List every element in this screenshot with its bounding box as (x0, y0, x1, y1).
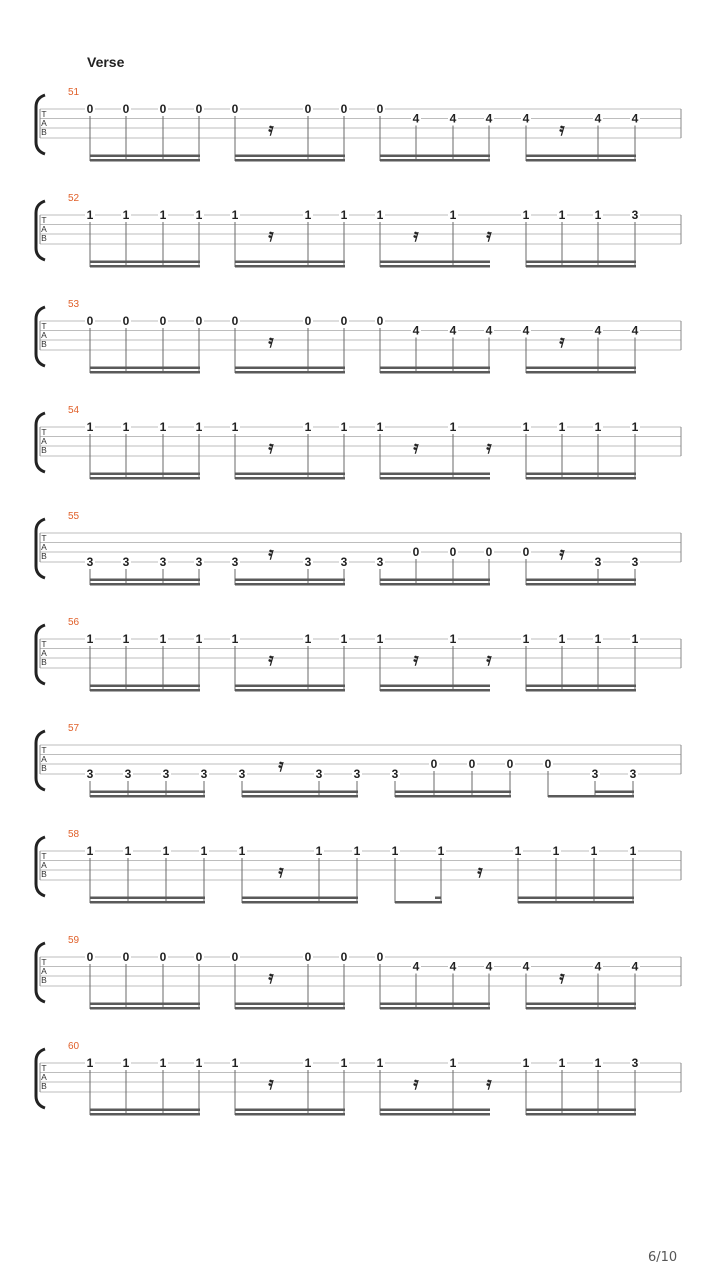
sixteenth-rest: 𝄿 (268, 226, 274, 246)
fret-number: 4 (412, 111, 420, 126)
measure-number: 56 (68, 617, 80, 628)
beam (526, 155, 636, 158)
beam (395, 795, 511, 798)
fret-number: 1 (122, 208, 130, 222)
fret-number: 0 (376, 102, 384, 116)
fret-number: 1 (353, 844, 361, 858)
beam (242, 901, 358, 904)
beam (380, 685, 490, 688)
fret-number: 1 (86, 208, 94, 222)
beam (380, 689, 490, 692)
fret-number: 3 (376, 555, 384, 569)
beam (380, 477, 490, 480)
beam (235, 1113, 345, 1116)
beam (380, 371, 490, 374)
sixteenth-rest: 𝄿 (486, 438, 492, 458)
fret-number: 0 (376, 314, 384, 328)
fret-number: 3 (159, 555, 167, 569)
fret-number: 1 (195, 632, 203, 646)
system (36, 829, 681, 904)
beam (90, 791, 205, 794)
beam (235, 1003, 345, 1006)
fret-number: 4 (594, 323, 602, 338)
fret-number: 4 (522, 323, 530, 338)
fret-number: 0 (340, 102, 348, 116)
beam (90, 159, 200, 162)
tab-clef-letter: A (41, 1072, 47, 1082)
fret-number: 1 (437, 844, 445, 858)
fret-number: 1 (376, 1056, 384, 1070)
fret-number: 0 (304, 950, 312, 964)
fret-number: 3 (231, 555, 239, 569)
fret-number: 1 (195, 208, 203, 222)
sixteenth-rest: 𝄿 (486, 650, 492, 670)
fret-number: 0 (340, 314, 348, 328)
fret-number: 1 (315, 844, 323, 858)
beam (526, 261, 636, 264)
tab-clef-letter: B (41, 1081, 47, 1091)
system (36, 1041, 681, 1116)
fret-number: 1 (558, 632, 566, 646)
fret-number: 3 (304, 555, 312, 569)
fret-number: 0 (159, 102, 167, 116)
sixteenth-rest: 𝄿 (559, 120, 565, 140)
fret-number: 1 (449, 208, 457, 222)
tab-clef-letter: T (41, 851, 47, 861)
fret-number: 1 (304, 208, 312, 222)
fret-number: 1 (159, 208, 167, 222)
fret-number: 3 (195, 555, 203, 569)
fret-number: 1 (340, 208, 348, 222)
sixteenth-rest: 𝄿 (268, 968, 274, 988)
fret-number: 4 (631, 323, 639, 338)
measure-number: 53 (68, 299, 80, 310)
sixteenth-rest: 𝄿 (268, 120, 274, 140)
fret-number: 1 (376, 420, 384, 434)
fret-number: 1 (195, 1056, 203, 1070)
beam (380, 265, 490, 268)
fret-number: 4 (631, 959, 639, 974)
beam (90, 1113, 200, 1116)
fret-number: 3 (391, 767, 399, 781)
tab-clef-letter: A (41, 224, 47, 234)
fret-number: 3 (86, 767, 94, 781)
beam (90, 1003, 200, 1006)
fret-number: 4 (449, 323, 457, 338)
fret-number: 0 (412, 545, 420, 559)
fret-number: 1 (522, 420, 530, 434)
fret-number: 1 (159, 632, 167, 646)
fret-number: 0 (449, 545, 457, 559)
fret-number: 1 (340, 1056, 348, 1070)
sixteenth-rest: 𝄿 (268, 332, 274, 352)
fret-number: 3 (631, 208, 639, 222)
fret-number: 1 (231, 632, 239, 646)
fret-number: 3 (200, 767, 208, 781)
fret-number: 1 (514, 844, 522, 858)
beam (380, 261, 490, 264)
sixteenth-rest: 𝄿 (477, 862, 483, 882)
tab-clef-letter: B (41, 657, 47, 667)
beam (595, 791, 634, 794)
beam (90, 897, 205, 900)
fret-number: 3 (631, 555, 639, 569)
measure-number: 52 (68, 193, 80, 204)
fret-number: 0 (522, 545, 530, 559)
sixteenth-rest: 𝄿 (413, 226, 419, 246)
beam (395, 901, 442, 904)
system (36, 87, 681, 162)
beam (526, 1003, 636, 1006)
beam (235, 583, 345, 586)
beam (526, 265, 636, 268)
beam (380, 1113, 490, 1116)
beam (380, 473, 490, 476)
tab-clef-letter: A (41, 754, 47, 764)
fret-number: 0 (485, 545, 493, 559)
beam (90, 1007, 200, 1010)
fret-number: 4 (485, 111, 493, 126)
fret-number: 1 (558, 1056, 566, 1070)
fret-number: 1 (594, 420, 602, 434)
fret-number: 0 (122, 950, 130, 964)
partial-beam (435, 897, 441, 900)
fret-number: 1 (122, 1056, 130, 1070)
beam (526, 473, 636, 476)
fret-number: 1 (86, 844, 94, 858)
sixteenth-rest: 𝄿 (486, 226, 492, 246)
fret-number: 1 (391, 844, 399, 858)
beam (242, 795, 358, 798)
beam (90, 685, 200, 688)
fret-number: 1 (195, 420, 203, 434)
fret-number: 1 (340, 632, 348, 646)
fret-number: 1 (304, 1056, 312, 1070)
beam (235, 685, 345, 688)
measure-number: 55 (68, 511, 80, 522)
fret-number: 1 (552, 844, 560, 858)
fret-number: 0 (195, 314, 203, 328)
fret-number: 0 (468, 757, 476, 771)
beam (235, 473, 345, 476)
fret-number: 0 (231, 102, 239, 116)
tab-clef-letter: T (41, 215, 47, 225)
fret-number: 1 (231, 1056, 239, 1070)
beam (526, 371, 636, 374)
fret-number: 1 (159, 420, 167, 434)
beam (526, 685, 636, 688)
fret-number: 3 (340, 555, 348, 569)
beam (235, 477, 345, 480)
beam (90, 795, 205, 798)
tab-clef-letter: A (41, 436, 47, 446)
tab-clef-letter: T (41, 321, 47, 331)
beam (90, 477, 200, 480)
fret-number: 4 (485, 959, 493, 974)
beam (518, 897, 634, 900)
beam (90, 901, 205, 904)
tab-clef-letter: T (41, 109, 47, 119)
fret-number: 1 (231, 420, 239, 434)
fret-number: 4 (522, 959, 530, 974)
beam (526, 579, 636, 582)
fret-number: 4 (449, 111, 457, 126)
tab-clef-letter: T (41, 957, 47, 967)
sixteenth-rest: 𝄿 (268, 1074, 274, 1094)
tab-clef-letter: T (41, 427, 47, 437)
sixteenth-rest: 𝄿 (278, 756, 284, 776)
beam (235, 1109, 345, 1112)
beam (548, 795, 634, 798)
fret-number: 3 (86, 555, 94, 569)
section-label: Verse (87, 54, 125, 70)
measure-number: 57 (68, 723, 80, 734)
fret-number: 1 (449, 420, 457, 434)
beam (380, 155, 490, 158)
fret-number: 1 (238, 844, 246, 858)
beam (235, 689, 345, 692)
beam (235, 265, 345, 268)
beam (380, 1007, 490, 1010)
fret-number: 1 (522, 208, 530, 222)
fret-number: 1 (86, 632, 94, 646)
measure-number: 51 (68, 87, 80, 98)
fret-number: 1 (449, 632, 457, 646)
fret-number: 4 (594, 959, 602, 974)
beam (235, 261, 345, 264)
fret-number: 1 (162, 844, 170, 858)
fret-number: 1 (159, 1056, 167, 1070)
sixteenth-rest: 𝄿 (278, 862, 284, 882)
tab-clef-letter: B (41, 127, 47, 137)
beam (526, 367, 636, 370)
sixteenth-rest: 𝄿 (486, 1074, 492, 1094)
tab-clef-letter: B (41, 763, 47, 773)
tab-clef-letter: B (41, 551, 47, 561)
tab-clef-letter: T (41, 639, 47, 649)
fret-number: 0 (376, 950, 384, 964)
page-number: 6/10 (648, 1250, 678, 1265)
measure-number: 60 (68, 1041, 80, 1052)
fret-number: 1 (122, 632, 130, 646)
tab-clef-letter: B (41, 869, 47, 879)
fret-number: 4 (485, 323, 493, 338)
fret-number: 0 (86, 314, 94, 328)
fret-number: 1 (522, 632, 530, 646)
beam (90, 473, 200, 476)
tab-clef-letter: B (41, 339, 47, 349)
tab-clef-letter: A (41, 330, 47, 340)
system (36, 511, 681, 586)
fret-number: 0 (195, 950, 203, 964)
beam (90, 367, 200, 370)
beam (90, 155, 200, 158)
beam (235, 159, 345, 162)
tab-clef-letter: A (41, 966, 47, 976)
beam (380, 583, 490, 586)
beam (235, 367, 345, 370)
beam (90, 583, 200, 586)
fret-number: 1 (558, 208, 566, 222)
fret-number: 0 (159, 314, 167, 328)
fret-number: 3 (353, 767, 361, 781)
system (36, 193, 681, 268)
beam (526, 1007, 636, 1010)
fret-number: 0 (340, 950, 348, 964)
sixteenth-rest: 𝄿 (559, 544, 565, 564)
fret-number: 1 (594, 632, 602, 646)
fret-number: 1 (590, 844, 598, 858)
fret-number: 0 (159, 950, 167, 964)
fret-number: 3 (315, 767, 323, 781)
beam (242, 791, 358, 794)
fret-number: 3 (238, 767, 246, 781)
fret-number: 1 (376, 632, 384, 646)
beam (380, 1003, 490, 1006)
fret-number: 1 (124, 844, 132, 858)
beam (90, 265, 200, 268)
fret-number: 1 (376, 208, 384, 222)
tab-clef-letter: T (41, 533, 47, 543)
fret-number: 1 (122, 420, 130, 434)
sixteenth-rest: 𝄿 (413, 1074, 419, 1094)
tab-clef-letter: A (41, 860, 47, 870)
tab-clef-letter: B (41, 233, 47, 243)
fret-number: 3 (162, 767, 170, 781)
fret-number: 0 (231, 950, 239, 964)
measure-number: 59 (68, 935, 80, 946)
fret-number: 0 (506, 757, 514, 771)
fret-number: 0 (122, 102, 130, 116)
beam (380, 367, 490, 370)
fret-number: 0 (195, 102, 203, 116)
beam (526, 689, 636, 692)
system (36, 299, 681, 374)
beam (90, 261, 200, 264)
fret-number: 0 (122, 314, 130, 328)
fret-number: 0 (304, 314, 312, 328)
fret-number: 4 (631, 111, 639, 126)
tab-clef-letter: A (41, 542, 47, 552)
tab-clef-letter: A (41, 118, 47, 128)
sixteenth-rest: 𝄿 (413, 650, 419, 670)
beam (90, 579, 200, 582)
fret-number: 4 (412, 323, 420, 338)
fret-number: 1 (558, 420, 566, 434)
fret-number: 4 (412, 959, 420, 974)
beam (90, 1109, 200, 1112)
fret-number: 3 (629, 767, 637, 781)
beam (526, 159, 636, 162)
tab-clef-letter: T (41, 745, 47, 755)
fret-number: 1 (594, 1056, 602, 1070)
beam (395, 791, 511, 794)
beam (526, 583, 636, 586)
fret-number: 1 (304, 420, 312, 434)
tab-clef-letter: A (41, 648, 47, 658)
fret-number: 0 (86, 950, 94, 964)
fret-number: 0 (304, 102, 312, 116)
fret-number: 4 (594, 111, 602, 126)
sixteenth-rest: 𝄿 (559, 968, 565, 988)
system (36, 935, 681, 1010)
beam (380, 579, 490, 582)
beam (526, 477, 636, 480)
fret-number: 1 (200, 844, 208, 858)
measure-number: 54 (68, 405, 80, 416)
fret-number: 3 (594, 555, 602, 569)
beam (380, 159, 490, 162)
system (36, 723, 681, 798)
beam (380, 1109, 490, 1112)
fret-number: 1 (449, 1056, 457, 1070)
fret-number: 1 (86, 420, 94, 434)
fret-number: 3 (631, 1056, 639, 1070)
sixteenth-rest: 𝄿 (268, 438, 274, 458)
fret-number: 3 (591, 767, 599, 781)
tab-clef-letter: B (41, 445, 47, 455)
beam (242, 897, 358, 900)
fret-number: 1 (522, 1056, 530, 1070)
fret-number: 1 (594, 208, 602, 222)
tab-clef-letter: T (41, 1063, 47, 1073)
sixteenth-rest: 𝄿 (268, 544, 274, 564)
fret-number: 1 (631, 420, 639, 434)
beam (526, 1113, 636, 1116)
beam (518, 901, 634, 904)
fret-number: 3 (124, 767, 132, 781)
fret-number: 0 (231, 314, 239, 328)
beam (235, 155, 345, 158)
beam (235, 371, 345, 374)
system (36, 405, 681, 480)
system (36, 617, 681, 692)
beam (90, 689, 200, 692)
sixteenth-rest: 𝄿 (268, 650, 274, 670)
fret-number: 0 (430, 757, 438, 771)
fret-number: 4 (522, 111, 530, 126)
fret-number: 1 (86, 1056, 94, 1070)
fret-number: 3 (122, 555, 130, 569)
fret-number: 1 (340, 420, 348, 434)
fret-number: 1 (304, 632, 312, 646)
fret-number: 1 (631, 632, 639, 646)
fret-number: 0 (544, 757, 552, 771)
fret-number: 4 (449, 959, 457, 974)
fret-number: 1 (231, 208, 239, 222)
sixteenth-rest: 𝄿 (413, 438, 419, 458)
tab-clef-letter: B (41, 975, 47, 985)
beam (235, 579, 345, 582)
beam (235, 1007, 345, 1010)
fret-number: 1 (629, 844, 637, 858)
beam (526, 1109, 636, 1112)
beam (90, 371, 200, 374)
measure-number: 58 (68, 829, 80, 840)
fret-number: 0 (86, 102, 94, 116)
sixteenth-rest: 𝄿 (559, 332, 565, 352)
